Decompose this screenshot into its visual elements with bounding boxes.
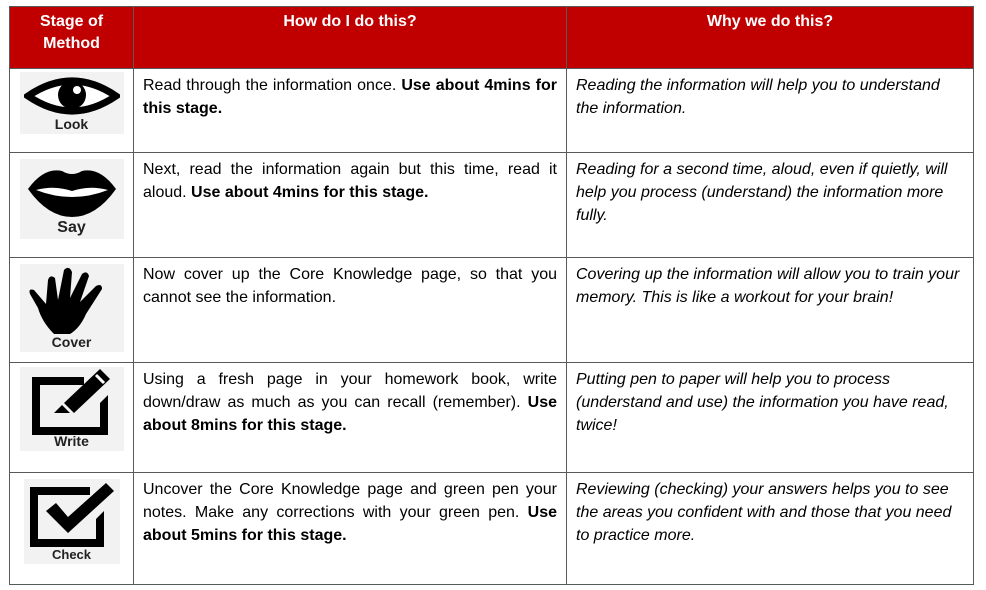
how-time: Use about 4mins for this stage.	[191, 184, 429, 201]
how-time: Use about 4mins for this stage.	[143, 77, 557, 117]
how-text: Now cover up the Core Knowledge page, so that you cannot see the information.	[143, 266, 557, 306]
why-cell: Reading for a second time, aloud, even if quietly, will help you process (understand) the information more fully.	[567, 153, 974, 258]
how-cell	[134, 363, 567, 473]
stage-cell-write	[10, 363, 134, 473]
stage-label: Say	[57, 219, 86, 236]
table-row	[10, 258, 974, 363]
how-text: Using a fresh page in your homework book, write down/draw as much as you can recall (remember).	[143, 371, 557, 411]
stage-icon-box	[20, 159, 124, 239]
stage-icon-box	[20, 367, 124, 451]
eye-icon	[24, 74, 120, 118]
header-how: How do I do this?	[134, 7, 567, 69]
stage-label: Cover	[51, 334, 92, 350]
why-cell: Putting pen to paper will help you to process (understand and use) the information you have read, twice!	[567, 363, 974, 473]
why-cell: Reviewing (checking) your answers helps you to see the areas you confident with and those that you need to practice more.	[567, 473, 974, 585]
lips-icon	[24, 161, 120, 221]
method-table	[9, 6, 974, 585]
stage-cell-cover	[10, 258, 134, 363]
how-text: Next, read the information again but this time, read it aloud.	[143, 161, 557, 201]
stage-icon-box	[20, 72, 124, 134]
how-cell	[134, 69, 567, 153]
header-stage: Stage of Method	[10, 7, 134, 69]
checkbox-icon	[26, 481, 118, 549]
table-row	[10, 363, 974, 473]
stage-icon-box	[20, 264, 124, 352]
how-cell	[134, 473, 567, 585]
stage-cell-check	[10, 473, 134, 585]
table-row	[10, 153, 974, 258]
how-text: Uncover the Core Knowledge page and green pen your notes. Make any corrections with your green pen.	[143, 481, 557, 521]
table-row	[10, 473, 974, 585]
table-row	[10, 69, 974, 153]
how-text: Read through the information once.	[143, 77, 402, 94]
how-cell	[134, 258, 567, 363]
stage-cell-say	[10, 153, 134, 258]
why-cell: Reading the information will help you to understand the information.	[567, 69, 974, 153]
how-cell	[134, 153, 567, 258]
how-time: Use about 5mins for this stage.	[143, 504, 557, 544]
why-cell: Covering up the information will allow you to train your memory. This is like a workout for your brain!	[567, 258, 974, 363]
stage-cell-look	[10, 69, 134, 153]
stage-icon-box	[24, 479, 120, 564]
hand-icon	[24, 266, 120, 336]
stage-label: Write	[54, 433, 89, 449]
header-row	[10, 7, 974, 69]
stage-label: Look	[54, 116, 89, 132]
how-time: Use about 8mins for this stage.	[143, 394, 557, 434]
header-why: Why we do this?	[567, 7, 974, 69]
pencil-write-icon	[24, 369, 120, 435]
stage-label: Check	[51, 547, 92, 562]
